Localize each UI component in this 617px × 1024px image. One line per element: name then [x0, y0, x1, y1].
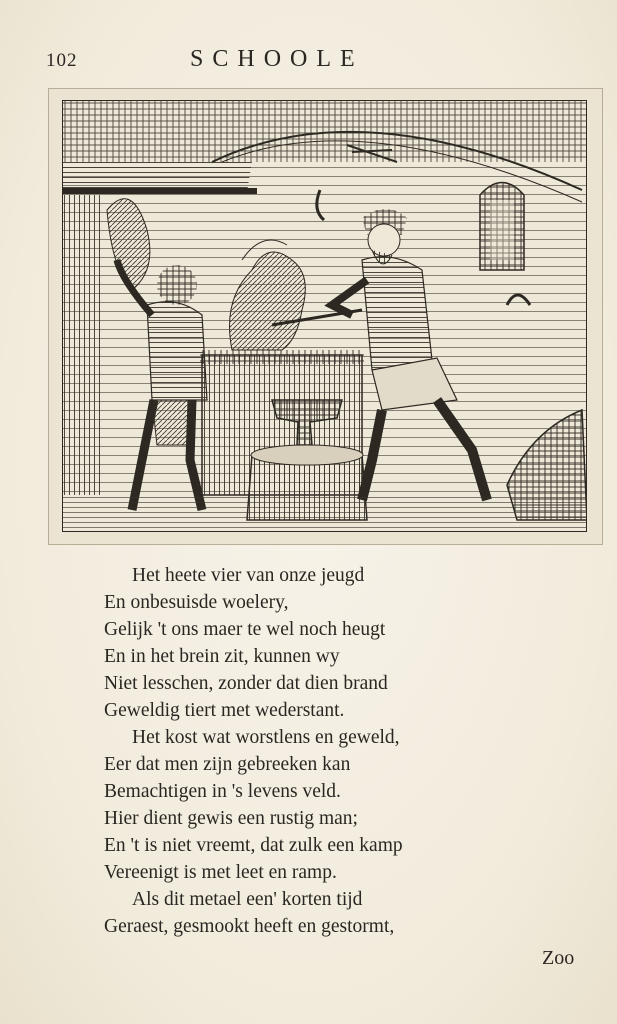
left-pillar — [62, 195, 102, 495]
poem-line: En 't is niet vreemt, dat zulk een kamp — [104, 835, 403, 856]
forge-hood — [62, 162, 252, 192]
poem-line: Vereenigt is met leet en ramp. — [104, 862, 337, 883]
poem-line: Hier dient gewis een rustig man; — [104, 808, 358, 829]
poem-line: Als dit metael een' korten tijd — [132, 889, 363, 910]
ceiling — [62, 100, 587, 162]
poem-line: Gelijk 't ons maer te wel noch heugt — [104, 619, 386, 640]
page-number: 102 — [46, 50, 78, 71]
poem-line: Niet lesschen, zonder dat dien brand — [104, 673, 388, 694]
poem-line: En onbesuisde woelery, — [104, 592, 289, 613]
poem-line: En in het brein zit, kunnen wy — [104, 646, 340, 667]
poem-line: Geweldig tiert met wederstant. — [104, 700, 345, 721]
poem-line: Bemachtigen in 's levens veld. — [104, 781, 341, 802]
catchword: Zoo — [542, 947, 575, 969]
window — [480, 183, 524, 271]
poem-line: Eer dat men zijn gebreeken kan — [104, 754, 351, 775]
poem — [104, 562, 524, 940]
poem-line: Het heete vier van onze jeugd — [132, 565, 365, 586]
poem-line: Geraest, gesmookt heeft en gestormt, — [104, 916, 395, 937]
blacksmith-forge-engraving — [62, 100, 587, 532]
poem-line: Het kost wat worstlens en geweld, — [132, 727, 400, 748]
floor — [62, 495, 587, 532]
running-title: SCHOOLE — [190, 46, 364, 72]
